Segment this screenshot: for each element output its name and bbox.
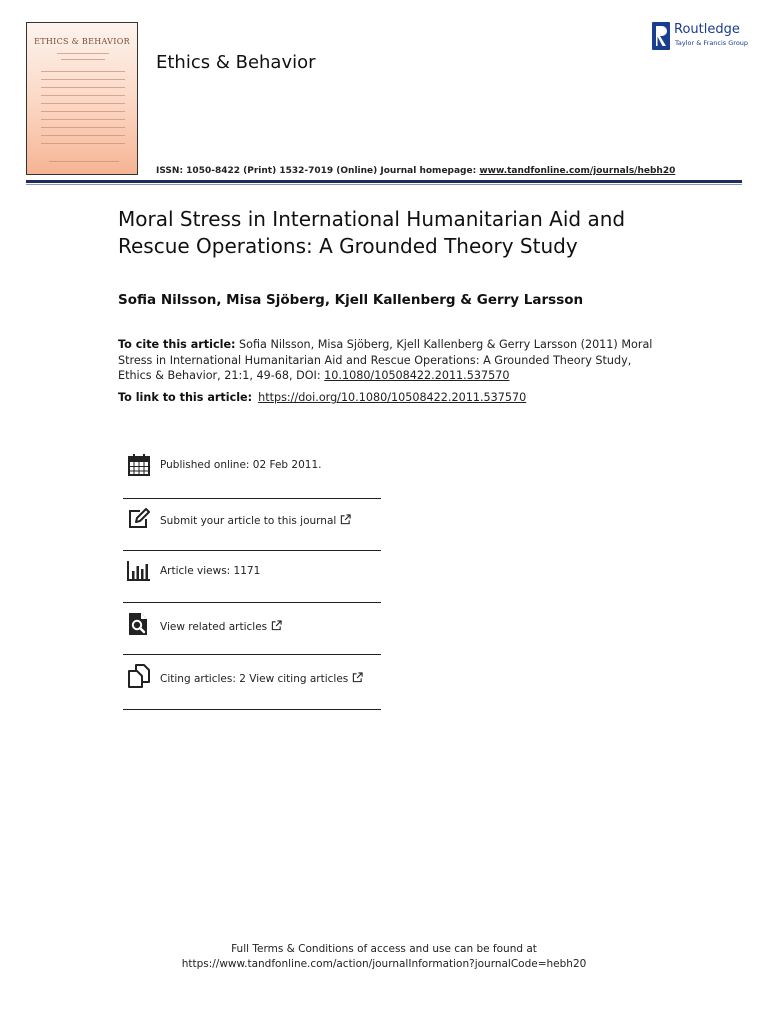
terms-url[interactable]: https://www.tandfonline.com/action/journalInformation?journalCode=hebh20	[181, 958, 587, 970]
citing-documents-icon	[127, 664, 151, 688]
journal-name: Ethics & Behavior	[156, 52, 316, 73]
external-link-icon	[340, 514, 351, 525]
terms-text: Full Terms & Conditions of access and use can be found at	[231, 943, 537, 955]
external-link-icon	[271, 620, 282, 631]
citing-row[interactable]	[123, 656, 381, 710]
cover-decoration	[57, 53, 109, 54]
cover-title: ETHICS & BEHAVIOR	[34, 37, 130, 46]
cover-decoration	[41, 135, 125, 136]
issn-line	[156, 166, 675, 176]
edit-pencil-icon	[127, 507, 151, 531]
submit-label: Submit your article to this journal	[160, 515, 337, 527]
header-rule-thin	[26, 184, 742, 185]
cover-decoration	[41, 71, 125, 72]
submit-article-link[interactable]	[160, 514, 351, 527]
cover-decoration	[41, 143, 125, 144]
citing-articles-link[interactable]	[160, 672, 363, 685]
document-search-icon	[127, 612, 151, 636]
cover-decoration	[41, 119, 125, 120]
article-title: Moral Stress in International Humanitarian Aid and Rescue Operations: A Grounded Theory Study	[118, 207, 626, 258]
journal-cover-image	[26, 22, 138, 175]
cover-decoration	[49, 161, 119, 162]
related-articles-link[interactable]	[160, 620, 282, 633]
cite-label: To cite this article:	[118, 338, 236, 351]
cover-decoration	[41, 79, 125, 80]
submit-row[interactable]	[123, 499, 381, 551]
journal-homepage-link[interactable]: www.tandfonline.com/journals/hebh20	[479, 166, 676, 176]
external-link-icon	[352, 672, 363, 683]
article-link-line	[118, 391, 526, 404]
cover-decoration	[41, 111, 125, 112]
cover-decoration	[41, 87, 125, 88]
publisher-logo	[652, 20, 752, 50]
publisher-subtitle: Taylor & Francis Group	[675, 39, 749, 47]
published-row	[123, 452, 381, 504]
cover-decoration	[41, 103, 125, 104]
routledge-logo-icon	[652, 22, 670, 50]
bar-chart-icon	[127, 559, 151, 583]
header-rule	[26, 180, 742, 183]
doi-link[interactable]: 10.1080/10508422.2011.537570	[324, 369, 510, 382]
related-label: View related articles	[160, 621, 268, 633]
cover-decoration	[41, 95, 125, 96]
citation-block	[118, 337, 658, 384]
article-authors: Sofia Nilsson, Misa Sjöberg, Kjell Kallenberg & Gerry Larsson	[118, 292, 584, 308]
publisher-name: Routledge	[674, 22, 740, 37]
cover-decoration	[61, 59, 105, 60]
calendar-icon	[127, 453, 151, 477]
cite-text: Sofia Nilsson, Misa Sjöberg, Kjell Kallenberg & Gerry Larsson (2011) Moral Stress in International Humanitarian Aid and Rescue Operations: A Grounded Theory Study, Ethics & Behavior, 21:1, 49-68, DOI:	[118, 338, 653, 382]
article-url-link[interactable]: https://doi.org/10.1080/10508422.2011.537570	[258, 391, 527, 404]
citing-label: Citing articles: 2 View citing articles	[160, 673, 349, 685]
article-views: Article views: 1171	[160, 565, 261, 577]
related-row[interactable]	[123, 603, 381, 655]
cover-decoration	[41, 127, 125, 128]
published-date: Published online: 02 Feb 2011.	[160, 459, 322, 471]
terms-footer	[0, 942, 768, 972]
views-row	[123, 551, 381, 603]
link-label: To link to this article:	[118, 391, 253, 404]
issn-text: ISSN: 1050-8422 (Print) 1532-7019 (Online) Journal homepage:	[156, 166, 480, 176]
